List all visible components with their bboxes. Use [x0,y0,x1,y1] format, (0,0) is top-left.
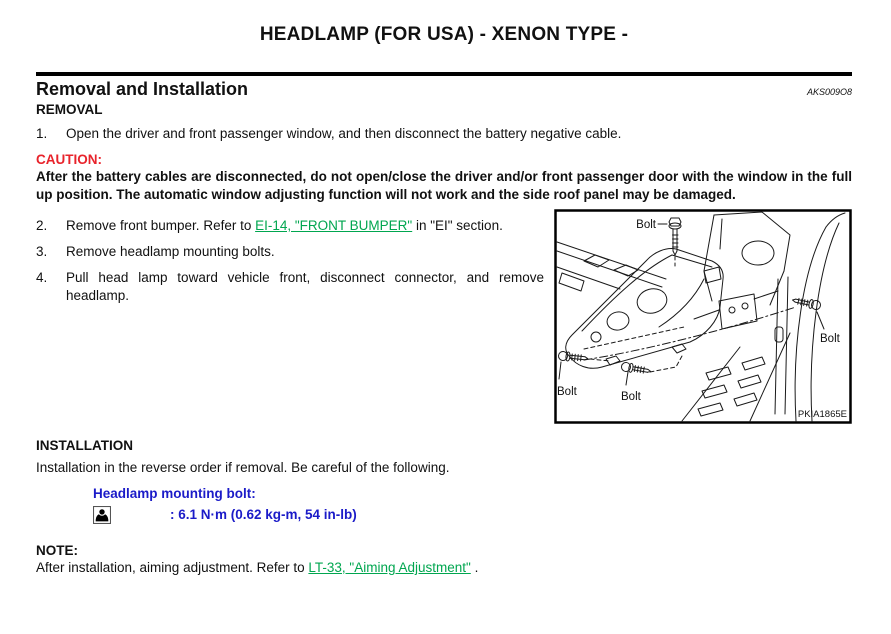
removal-step-2 [36,217,544,235]
figure-code: PKIA1865E [797,409,847,421]
doc-code: AKS009O8 [806,87,852,97]
note-heading: NOTE: [36,543,78,559]
page-title: HEADLAMP (FOR USA) - XENON TYPE - [259,24,629,45]
section-heading: Removal and Installation [36,79,249,99]
note-pre-text: After installation, aiming adjustment. Refer to [36,560,309,576]
step-number: 4. [36,269,48,285]
removal-step-3 [36,243,544,261]
steps-and-figure-row [36,209,852,429]
removal-heading: REMOVAL [36,102,103,117]
steps-column [36,209,544,429]
step-text: Pull head lamp toward vehicle front, disconnect connector, and remove headlamp. [66,269,544,303]
step-text [66,217,544,235]
torque-spec-title: Headlamp mounting bolt: [93,486,256,502]
step-text: Open the driver and front passenger window, and then disconnect the battery negative cable. [66,126,622,141]
torque-spec-block [93,486,852,524]
section-header [36,79,852,100]
front-bumper-ref-link[interactable]: EI-14, "FRONT BUMPER" [255,218,413,234]
torque-value: : 6.1 N·m (0.62 kg-m, 54 in-lb) [170,507,357,523]
removal-step-4 [36,269,544,305]
step-2-pre-text: Remove front bumper. Refer to [66,218,256,234]
aiming-adjustment-ref-link[interactable]: LT-33, "Aiming Adjustment" [308,560,471,576]
bolt-label-right: Bolt [820,333,840,346]
step-number: 3. [36,244,48,259]
removal-step-1 [36,125,852,143]
torque-wrench-icon [93,506,111,524]
installation-intro: Installation in the reverse order if removal. Be careful of the following. [36,460,450,476]
headlamp-removal-diagram [554,209,852,424]
bolt-label-bottom-left: Bolt [557,386,577,399]
caution-text: After the battery cables are disconnected, do not open/close the driver and/or front passenger door with the window in the full up position. The automatic window adjusting function will not work and the side roof panel may be damaged. [36,168,852,202]
section-divider-rule [36,72,852,76]
note-post-text: . [470,560,479,576]
step-2-post-text: in "EI" section. [412,218,503,234]
bolt-label-top: Bolt [636,219,656,232]
step-text: Remove headlamp mounting bolts. [66,244,275,259]
torque-spec-row [93,506,852,524]
figure-column [554,209,852,429]
note-text [36,560,852,575]
step-number: 1. [36,126,48,141]
caution-label: CAUTION: [36,151,102,167]
step-number: 2. [36,218,48,234]
bolt-label-bottom-mid: Bolt [621,391,641,404]
installation-heading: INSTALLATION [36,438,133,454]
manual-page [0,24,891,575]
